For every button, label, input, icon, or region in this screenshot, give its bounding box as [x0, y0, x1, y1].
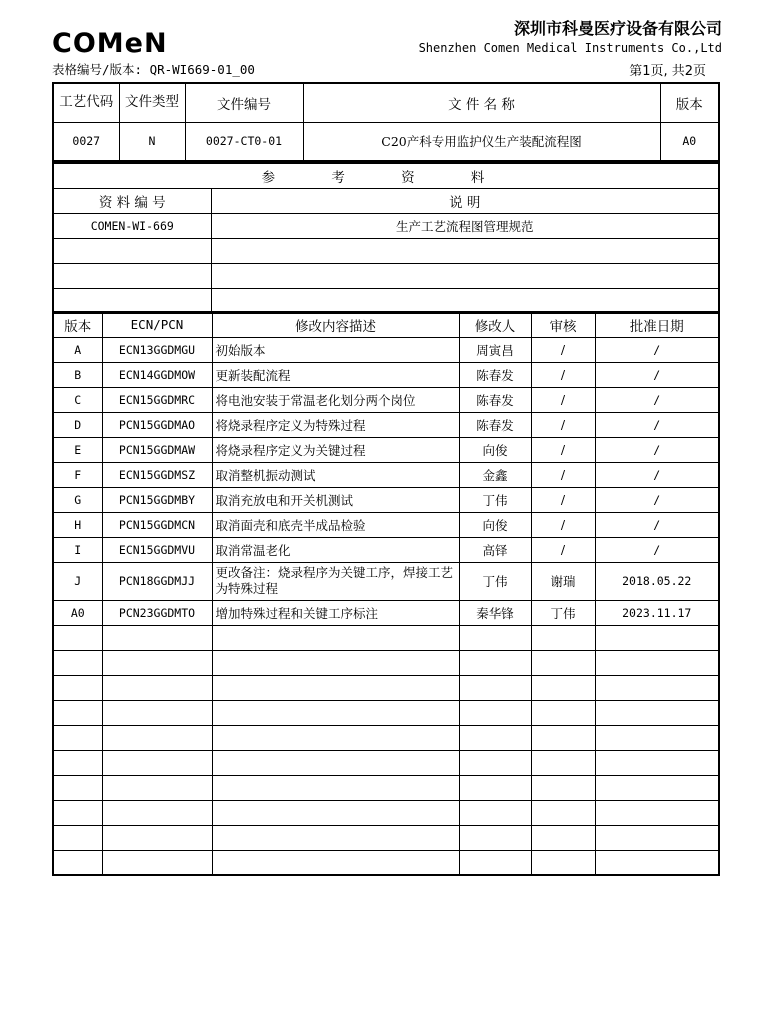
rev-description	[212, 625, 459, 650]
reference-header-description: 说 明	[211, 188, 719, 213]
rev-modifier: 向俊	[459, 437, 531, 462]
rev-version: E	[53, 437, 102, 462]
rev-version	[53, 625, 102, 650]
revision-row	[53, 412, 719, 437]
rev-modifier	[459, 800, 531, 825]
rev-approval-date	[595, 775, 719, 800]
rev-header-modifier: 修改人	[459, 312, 531, 337]
header-file-name: 文 件 名 称	[303, 83, 660, 122]
rev-modifier: 陈春发	[459, 387, 531, 412]
rev-modifier	[459, 700, 531, 725]
rev-version	[53, 650, 102, 675]
rev-modifier	[459, 675, 531, 700]
revision-history-table	[52, 311, 720, 876]
revision-row	[53, 437, 719, 462]
rev-ecn-pcn	[102, 675, 212, 700]
rev-modifier	[459, 825, 531, 850]
rev-ecn-pcn: PCN18GGDMJJ	[102, 562, 212, 600]
rev-version	[53, 825, 102, 850]
rev-ecn-pcn	[102, 700, 212, 725]
revision-header-row	[53, 312, 719, 337]
reference-description	[211, 288, 719, 313]
rev-ecn-pcn: PCN15GGDMBY	[102, 487, 212, 512]
rev-version	[53, 750, 102, 775]
rev-modifier: 陈春发	[459, 362, 531, 387]
revision-row-empty	[53, 700, 719, 725]
rev-version: A	[53, 337, 102, 362]
revision-row	[53, 337, 719, 362]
reference-number	[53, 288, 211, 313]
rev-ecn-pcn: PCN15GGDMAO	[102, 412, 212, 437]
rev-version	[53, 675, 102, 700]
revision-row	[53, 512, 719, 537]
document-info-table	[52, 82, 720, 162]
rev-modifier: 陈春发	[459, 412, 531, 437]
rev-approval-date: /	[595, 537, 719, 562]
company-name-en: Shenzhen Comen Medical Instruments Co.,Ltd	[418, 41, 722, 55]
rev-description: 更新装配流程	[212, 362, 459, 387]
rev-approval-date: 2023.11.17	[595, 600, 719, 625]
rev-header-version: 版本	[53, 312, 102, 337]
revision-row-empty	[53, 775, 719, 800]
rev-description	[212, 700, 459, 725]
rev-reviewer	[531, 800, 595, 825]
rev-approval-date	[595, 825, 719, 850]
rev-reviewer: 谢瑞	[531, 562, 595, 600]
rev-ecn-pcn: ECN14GGDMOW	[102, 362, 212, 387]
rev-description: 取消整机振动测试	[212, 462, 459, 487]
rev-approval-date: /	[595, 337, 719, 362]
rev-approval-date: /	[595, 362, 719, 387]
rev-ecn-pcn	[102, 800, 212, 825]
reference-row	[53, 263, 719, 288]
rev-description	[212, 825, 459, 850]
revision-row-empty	[53, 725, 719, 750]
header-file-number: 文件编号	[185, 83, 303, 122]
rev-reviewer: /	[531, 537, 595, 562]
form-number: 表格编号/版本: QR-WI669-01_00	[52, 62, 255, 77]
rev-description	[212, 800, 459, 825]
rev-modifier: 高铎	[459, 537, 531, 562]
rev-description: 取消充放电和开关机测试	[212, 487, 459, 512]
rev-description: 将烧录程序定义为特殊过程	[212, 412, 459, 437]
version: A0	[660, 122, 719, 161]
rev-approval-date: /	[595, 412, 719, 437]
rev-modifier	[459, 725, 531, 750]
rev-reviewer	[531, 725, 595, 750]
rev-ecn-pcn: ECN15GGDMVU	[102, 537, 212, 562]
rev-header-approval-date: 批准日期	[595, 312, 719, 337]
rev-approval-date	[595, 650, 719, 675]
rev-reviewer: /	[531, 487, 595, 512]
rev-ecn-pcn	[102, 650, 212, 675]
rev-reviewer: /	[531, 512, 595, 537]
document-info-header-row	[53, 83, 719, 122]
reference-number	[53, 263, 211, 288]
file-type: N	[119, 122, 185, 161]
rev-modifier	[459, 850, 531, 875]
rev-description: 更改备注：烧录程序为关键工序，焊接工艺为特殊过程	[212, 562, 459, 600]
company-name-cn: 深圳市科曼医疗设备有限公司	[513, 19, 722, 38]
rev-ecn-pcn: ECN15GGDMSZ	[102, 462, 212, 487]
rev-reviewer	[531, 625, 595, 650]
revision-row-empty	[53, 650, 719, 675]
reference-header-number: 资 料 编 号	[53, 188, 211, 213]
rev-description: 将烧录程序定义为关键过程	[212, 437, 459, 462]
rev-description	[212, 650, 459, 675]
revision-row	[53, 462, 719, 487]
rev-approval-date: 2018.05.22	[595, 562, 719, 600]
rev-reviewer: /	[531, 437, 595, 462]
rev-version: F	[53, 462, 102, 487]
rev-version: D	[53, 412, 102, 437]
rev-version	[53, 700, 102, 725]
rev-version	[53, 850, 102, 875]
revision-row	[53, 562, 719, 600]
revision-row-empty	[53, 800, 719, 825]
rev-ecn-pcn	[102, 825, 212, 850]
rev-reviewer: /	[531, 337, 595, 362]
rev-reviewer	[531, 825, 595, 850]
rev-approval-date: /	[595, 387, 719, 412]
rev-reviewer: /	[531, 387, 595, 412]
revision-row	[53, 600, 719, 625]
rev-approval-date	[595, 800, 719, 825]
rev-description: 取消常温老化	[212, 537, 459, 562]
rev-ecn-pcn: PCN23GGDMTO	[102, 600, 212, 625]
rev-description	[212, 750, 459, 775]
rev-ecn-pcn: ECN15GGDMRC	[102, 387, 212, 412]
rev-version	[53, 725, 102, 750]
rev-ecn-pcn	[102, 750, 212, 775]
reference-row	[53, 213, 719, 238]
rev-approval-date	[595, 750, 719, 775]
rev-approval-date: /	[595, 487, 719, 512]
rev-description: 初始版本	[212, 337, 459, 362]
rev-reviewer	[531, 650, 595, 675]
rev-reviewer: /	[531, 362, 595, 387]
document-info-row	[53, 122, 719, 161]
rev-modifier: 秦华锋	[459, 600, 531, 625]
rev-description	[212, 850, 459, 875]
header-process-code: 工艺代码	[53, 83, 119, 122]
rev-version: G	[53, 487, 102, 512]
revision-row-empty	[53, 625, 719, 650]
reference-table	[52, 162, 720, 314]
rev-reviewer	[531, 850, 595, 875]
rev-description	[212, 725, 459, 750]
reference-description	[211, 238, 719, 263]
rev-approval-date	[595, 850, 719, 875]
rev-approval-date	[595, 725, 719, 750]
reference-number: COMEN-WI-669	[53, 213, 211, 238]
rev-description	[212, 675, 459, 700]
process-code: 0027	[53, 122, 119, 161]
rev-approval-date: /	[595, 512, 719, 537]
rev-modifier: 向俊	[459, 512, 531, 537]
rev-description: 增加特殊过程和关键工序标注	[212, 600, 459, 625]
company-logo: COMeN	[52, 28, 168, 59]
revision-row	[53, 362, 719, 387]
rev-approval-date	[595, 700, 719, 725]
revision-row-empty	[53, 750, 719, 775]
file-number: 0027-CT0-01	[185, 122, 303, 161]
rev-version: B	[53, 362, 102, 387]
rev-reviewer: /	[531, 412, 595, 437]
rev-ecn-pcn: PCN15GGDMCN	[102, 512, 212, 537]
reference-description	[211, 263, 719, 288]
reference-row	[53, 238, 719, 263]
revision-row	[53, 487, 719, 512]
rev-version: A0	[53, 600, 102, 625]
rev-version: C	[53, 387, 102, 412]
rev-version	[53, 800, 102, 825]
rev-description: 将电池安装于常温老化划分两个岗位	[212, 387, 459, 412]
rev-ecn-pcn	[102, 625, 212, 650]
rev-reviewer: 丁伟	[531, 600, 595, 625]
rev-header-ecn: ECN/PCN	[102, 312, 212, 337]
revision-row	[53, 537, 719, 562]
rev-modifier: 金鑫	[459, 462, 531, 487]
rev-modifier	[459, 625, 531, 650]
rev-ecn-pcn: ECN13GGDMGU	[102, 337, 212, 362]
file-name: C20产科专用监护仪生产装配流程图	[303, 122, 660, 161]
rev-description	[212, 775, 459, 800]
rev-version: H	[53, 512, 102, 537]
revision-row	[53, 387, 719, 412]
rev-modifier	[459, 750, 531, 775]
rev-ecn-pcn	[102, 725, 212, 750]
reference-row	[53, 288, 719, 313]
rev-approval-date	[595, 625, 719, 650]
rev-version: J	[53, 562, 102, 600]
rev-modifier: 丁伟	[459, 562, 531, 600]
rev-ecn-pcn	[102, 775, 212, 800]
rev-header-description: 修改内容描述	[212, 312, 459, 337]
revision-row-empty	[53, 850, 719, 875]
rev-reviewer	[531, 775, 595, 800]
reference-description: 生产工艺流程图管理规范	[211, 213, 719, 238]
revision-row-empty	[53, 825, 719, 850]
rev-reviewer	[531, 700, 595, 725]
reference-number	[53, 238, 211, 263]
header-file-type: 文件类型	[119, 83, 185, 122]
rev-ecn-pcn	[102, 850, 212, 875]
rev-approval-date	[595, 675, 719, 700]
rev-reviewer	[531, 675, 595, 700]
rev-reviewer: /	[531, 462, 595, 487]
rev-reviewer	[531, 750, 595, 775]
rev-header-reviewer: 审核	[531, 312, 595, 337]
rev-modifier: 丁伟	[459, 487, 531, 512]
rev-ecn-pcn: PCN15GGDMAW	[102, 437, 212, 462]
reference-title: 参 考 资 料	[53, 163, 719, 188]
rev-version: I	[53, 537, 102, 562]
rev-modifier: 周寅昌	[459, 337, 531, 362]
rev-modifier	[459, 650, 531, 675]
rev-description: 取消面壳和底壳半成品检验	[212, 512, 459, 537]
header-version: 版本	[660, 83, 719, 122]
revision-row-empty	[53, 675, 719, 700]
rev-approval-date: /	[595, 437, 719, 462]
rev-version	[53, 775, 102, 800]
page-number: 第1页, 共2页	[629, 64, 706, 79]
rev-approval-date: /	[595, 462, 719, 487]
rev-modifier	[459, 775, 531, 800]
